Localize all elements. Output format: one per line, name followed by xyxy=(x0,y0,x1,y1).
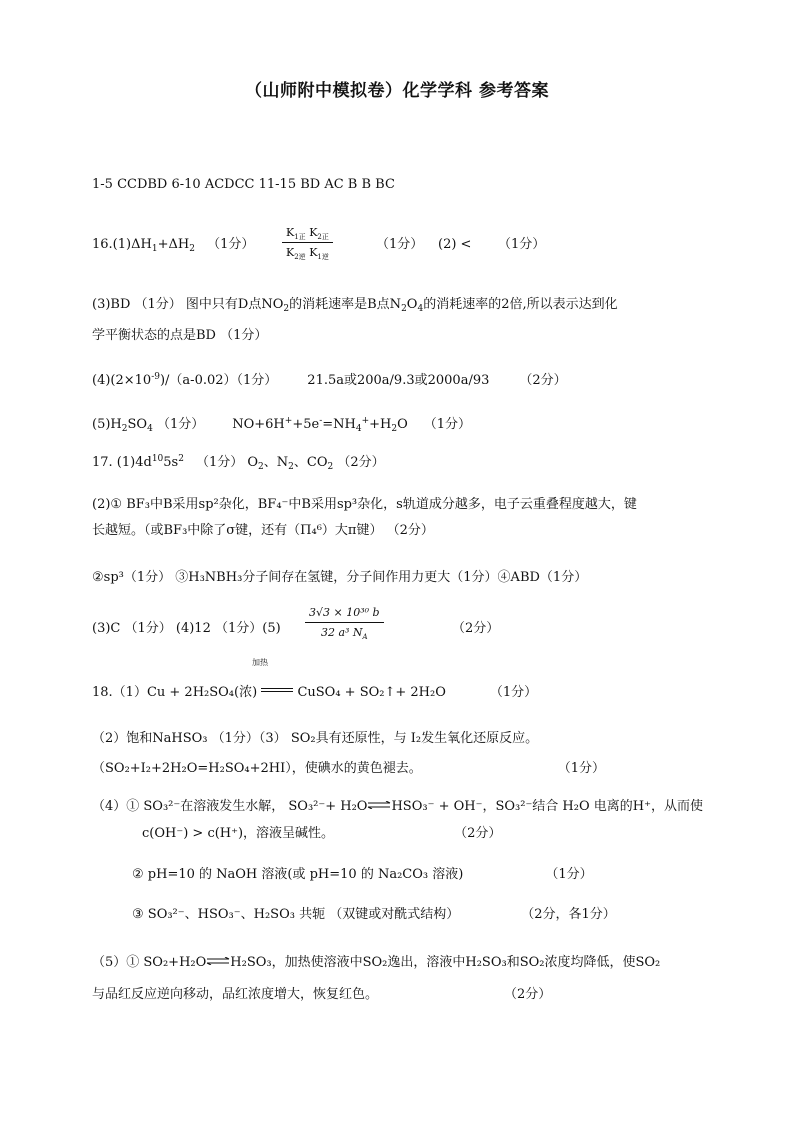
q17-part2-line3: ②sp³（1分） ③H₃NBH₃分子间存在氢键，分子间作用力更大（1分）④ABD（1分） xyxy=(92,570,588,585)
q18-part4-line2: c(OH⁻) > c(H⁺)，溶液呈碱性。 （2分） xyxy=(142,826,502,841)
q17-part5-score: （2分） xyxy=(452,621,500,636)
q18-part5-line1: （5）① SO₂+H₂O H₂SO₃，加热使溶液中SO₂逸出，溶液中H₂SO₃和SO₂浓度均降低，使SO₂ xyxy=(92,955,661,970)
q16-part3-line2: 学平衡状态的点是BD （1分） xyxy=(92,328,268,343)
q17-part2-line1: (2)① BF₃中B采用sp²杂化，BF₄⁻中B采用sp³杂化，s轨道成分越多，电子云重叠程度越大，键 xyxy=(92,497,637,512)
q18-part3-line2: （SO₂+I₂+2H₂O=H₂SO₄+2HI），使碘水的黄色褪去。 （1分） xyxy=(92,761,606,776)
answers-1-15: 1-5 CCDBD 6-10 ACDCC 11-15 BD AC B B BC xyxy=(92,177,395,192)
reversible-arrow-icon xyxy=(367,801,391,809)
q16-part2-score: （1分） xyxy=(498,237,546,252)
q18-part2-3-line1: （2）饱和NaHSO₃ （1分）（3） SO₂具有还原性，与 I₂发生氧化还原反应。 xyxy=(92,731,539,746)
q18-part4-2: ② pH=10 的 NaOH 溶液(或 pH=10 的 Na₂CO₃ 溶液) （1分） xyxy=(132,867,593,882)
equilibrium-constant-fraction: $K_{1正}$ $K_{2正}$ $K_{2逆}$ $K_{1逆}$ xyxy=(282,226,333,259)
q18-part4-3: ③ SO₃²⁻、HSO₃⁻、H₂SO₃ 共轭 （双键或对酰式结构） （2分，各1分） xyxy=(132,907,616,922)
q16-part2: (2) < xyxy=(438,237,472,252)
q18-part4-line1: （4）① SO₃²⁻在溶液发生水解， SO₃²⁻+ H₂O HSO₃⁻ + OH⁻，SO₃²⁻结合 H₂O 电离的H⁺，从而使 xyxy=(92,799,703,814)
reaction-equals-sign xyxy=(261,688,293,694)
page-title: （山师附中模拟卷）化学学科 参考答案 xyxy=(245,81,549,101)
density-formula-fraction: $\frac{\text{3√3 × 10³⁰ b}}{32 a^3 N_A}$ xyxy=(305,606,384,639)
q18-part1: 18.（1）Cu + 2H₂SO₄(浓) CuSO₄ + SO₂↑+ 2H₂O （1分） xyxy=(92,685,538,700)
reversible-arrow-icon xyxy=(206,957,230,965)
delta-h1: $\Delta H_1+\Delta H_2$ xyxy=(131,237,195,254)
q18-part5-line2: 与品红反应逆向移动，品红浓度增大，恢复红色。 （2分） xyxy=(92,987,552,1002)
q16-fraction-score: （1分） xyxy=(376,237,424,252)
q16-part5: $(5)H_2SO_4$ （1分） $NO+6H^++5e^-=NH_4^++H_2O$ （1分） xyxy=(92,416,472,434)
heating-condition-label: 加热 xyxy=(252,658,268,667)
q17-part1: 17. $(1)4d^{10}5s^2$ （1分） $O_2$、$N_2$、$CO_2$ （2分） xyxy=(92,454,385,472)
q17-part3-5: (3)C （1分） (4)12 （1分）(5) xyxy=(92,621,281,636)
q16-part1: $16.(1)\Delta H_1+\Delta H_2$ （1分） xyxy=(92,237,255,254)
q16-part3-line1: (3)BD （1分） 图中只有D点$NO_2$的消耗速率是B点$N_2O_4$的消耗速率的2倍,所以表示达到化 xyxy=(92,297,618,314)
q16-part4: $(4)(2\times 10^{-9})/(a-0.02)(1$分） 21.5a或200a/9.3或2000a/93 （2分） xyxy=(92,372,567,388)
q17-part2-line2: 长越短。（或BF₃中除了σ键，还有（Π₄⁶）大π键） （2分） xyxy=(92,523,434,538)
